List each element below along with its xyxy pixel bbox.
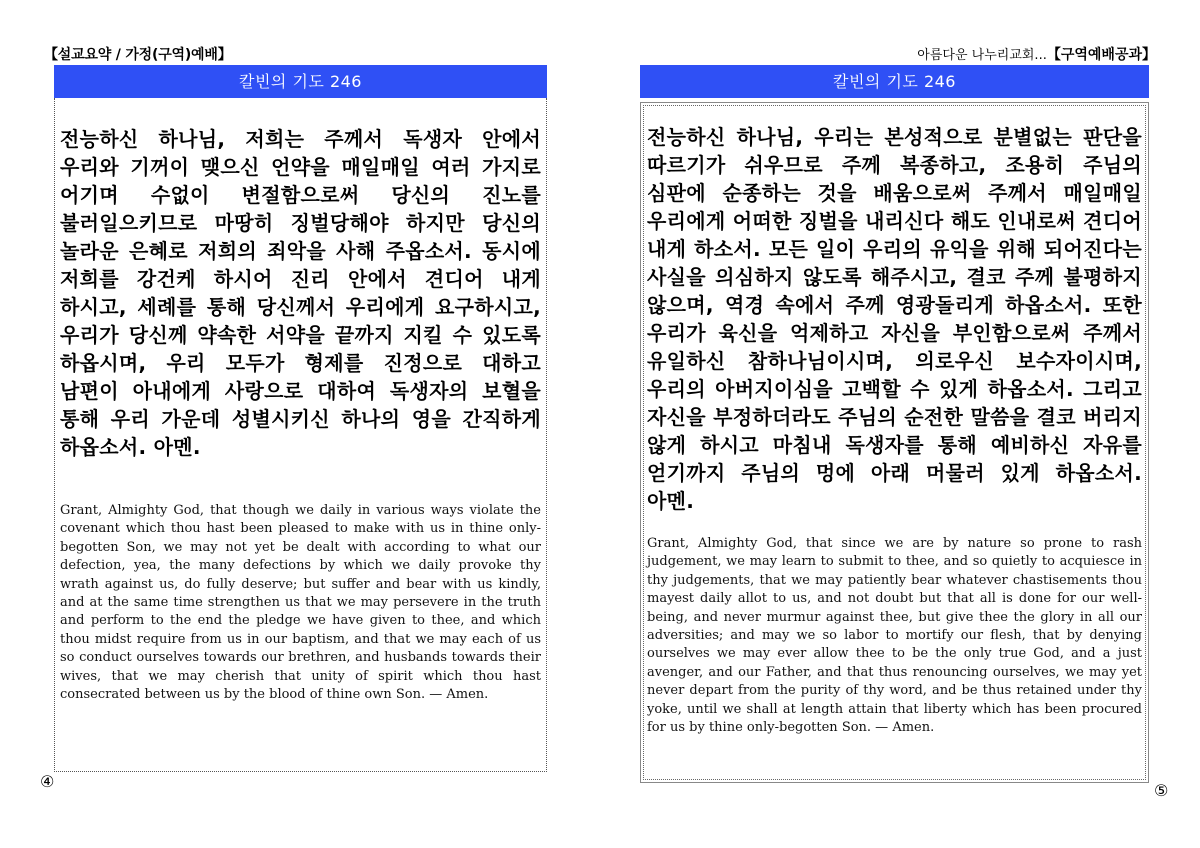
header-right xyxy=(917,44,1156,64)
page-right xyxy=(640,65,1149,783)
page-number: ④ xyxy=(40,772,55,791)
korean-prayer-text: 전능하신 하나님, 저희는 주께서 독생자 안에서 우리와 기꺼이 맺으신 언약을 매일매일 여러 가지로 어기며 수없이 변절함으로써 당신의 진노를 불러일으키므로 마땅히 징벌당해야 하지만 당신의 놀라운 은혜로 저희의 죄악을 사해 주옵소서. 동시에 저희를 강건케 하시어 진리 안에서 견디어 내게 하시고, 세례를 통해 당신께서 우리에게 요구하시고, 우리가 당신께 약속한 서약을 끝까지 지킬 수 있도록 하옵시며, 우리 모두가 형제를 진정으로 대하고 남편이 아내에게 사랑으로 대하여 독생자의 보혈을 통해 우리 가운데 성별시키신 하나의 영을 간직하게 하옵소서. 아멘. xyxy=(60,127,541,459)
course-title: 【구역예배공과】 xyxy=(1046,47,1156,63)
page-left xyxy=(54,65,547,772)
english-prayer-text: Grant, Almighty God, that since we are by nature so prone to rash judgement, we may learn to submit to thee, and so quietly to acquiesce in thy judgements, that we may patiently bear whatever chastisements thou mayest daily allot to us, and not doubt but that all is done for our well-being, and never murmur against thee, but give thee the glory in all our adversities; and may we so labor to mortify our flesh, that by denying ourselves we may ever allow thee to be the only true God, and a just avenger, and our Father, and that thus renouncing ourselves, we may yet never depart from the purity of thy word, and be thus retained under thy yoke, until we shall at length attain that liberty which has been procured for us by thine only-begotten Son. — Amen. xyxy=(647,536,1142,736)
english-prayer-text: Grant, Almighty God, that though we daily in various ways violate the covenant which thou hast been pleased to make with us in thine only-begotten Son, we may not yet be dealt with according to what our defection, yea, the many defections by which we daily provoke thy wrath against us, do fully deserve; but suffer and bear with us kindly, and at the same time strengthen us that we may persevere in the truth and perform to the end the pledge we have given to thee, and which thou midst require from us in our baptism, and that we may each of us so conduct ourselves towards our brethren, and husbands towards their wives, that we may cherish that unity of spirit which thou hast consecrated between us by the blood of thine own Son. — Amen. xyxy=(60,503,541,703)
page-number: ⑤ xyxy=(1154,781,1169,800)
korean-prayer-text: 전능하신 하나님, 우리는 본성적으로 분별없는 판단을 따르기가 쉬우므로 주께 복종하고, 조용히 주님의 심판에 순종하는 것을 배움으로써 주께서 매일매일 우리에게 어떠한 징벌을 내리신다 해도 인내로써 견디어 내게 하소서. 모든 일이 우리의 유익을 위해 되어진다는 사실을 의심하지 않도록 해주시고, 결코 주께 불평하지 않으며, 역경 속에서 주께 영광돌리게 하옵소서. 또한 우리가 육신을 억제하고 자신을 부인함으로써 주께서 유일하신 참하나님이시며, 의로우신 보수자이시며, 우리의 아버지이심을 고백할 수 있게 하옵소서. 그리고 자신을 부정하더라도 주님의 순전한 말씀을 결코 버리지 않게 하시고 마침내 독생자를 통해 예비하신 자유를 얻기까지 주님의 멍에 아래 머물러 있게 하옵소서. 아멘. xyxy=(647,125,1142,513)
prayer-banner: 칼빈의 기도 246 xyxy=(54,65,547,98)
church-name: 아름다운 나누리교회... xyxy=(917,48,1047,63)
booklet-title: 【설교요약 / 가정(구역)예배】 xyxy=(44,47,232,63)
prayer-banner: 칼빈의 기도 246 xyxy=(640,65,1149,98)
